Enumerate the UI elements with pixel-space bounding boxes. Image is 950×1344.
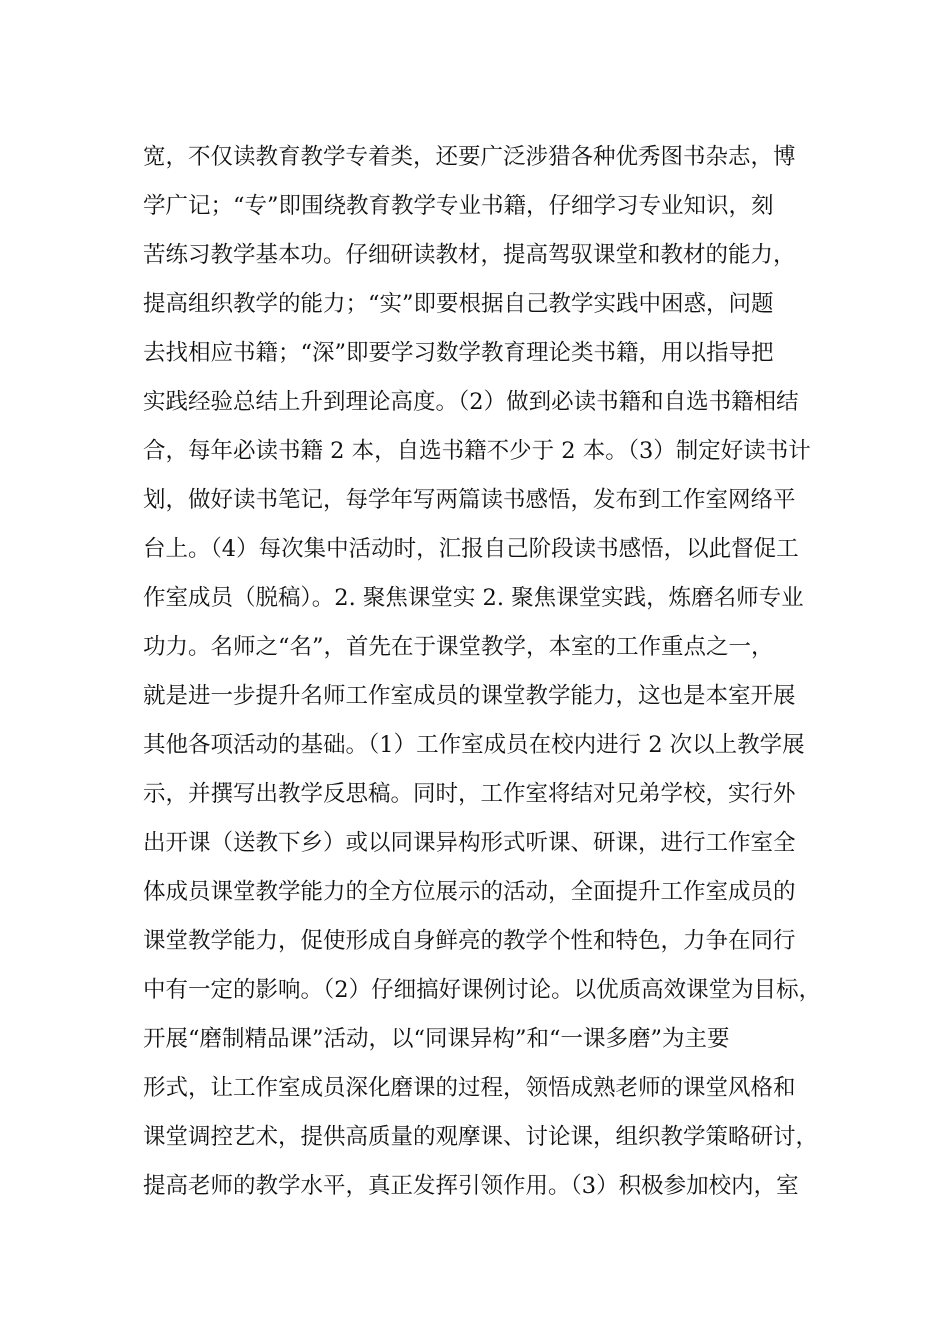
- text-line: 形式，让工作室成员深化磨课的过程，领悟成熟老师的课堂风格和: [143, 1075, 796, 1101]
- text-line: 实践经验总结上升到理论高度。（2）做到必读书籍和自选书籍相结: [143, 389, 799, 415]
- text-line: 提高老师的教学水平，真正发挥引领作用。（3）积极参加校内，室: [143, 1173, 799, 1199]
- text-line: 其他各项活动的基础。（1）工作室成员在校内进行 2 次以上教学展: [143, 732, 805, 758]
- text-line: 提高组织教学的能力；“实”即要根据自己教学实践中困惑，问题: [143, 291, 774, 317]
- text-line: 台上。（4）每次集中活动时，汇报自己阶段读书感悟，以此督促工: [143, 536, 799, 562]
- text-line: 宽，不仅读教育教学专着类，还要广泛涉猎各种优秀图书杂志，博: [143, 144, 796, 170]
- body-text: [143, 133, 833, 1211]
- text-line: 作室成员（脱稿）。2. 聚焦课堂实 2. 聚焦课堂实践，炼磨名师专业: [143, 585, 804, 611]
- text-line: 课堂教学能力，促使形成自身鲜亮的教学个性和特色，力争在同行: [143, 928, 796, 954]
- text-line: 中有一定的影响。（2）仔细搞好课例讨论。以优质高效课堂为目标，: [143, 977, 822, 1003]
- text-line: 开展“磨制精品课”活动，以“同课异构”和“一课多磨”为主要: [143, 1026, 730, 1052]
- text-line: 体成员课堂教学能力的全方位展示的活动，全面提升工作室成员的: [143, 879, 796, 905]
- text-line: 学广记；“专”即围绕教育教学专业书籍，仔细学习专业知识，刻: [143, 193, 774, 219]
- text-line: 划，做好读书笔记，每学年写两篇读书感悟，发布到工作室网络平: [143, 487, 796, 513]
- text-line: 苦练习教学基本功。仔细研读教材，提高驾驭课堂和教材的能力，: [143, 242, 796, 268]
- text-line: 就是进一步提升名师工作室成员的课堂教学能力，这也是本室开展: [143, 683, 796, 709]
- text-line: 去找相应书籍；“深”即要学习数学教育理论类书籍，用以指导把: [143, 340, 774, 366]
- text-line: 示，并撰写出教学反思稿。同时，工作室将结对兄弟学校，实行外: [143, 781, 796, 807]
- text-line: 出开课（送教下乡）或以同课异构形式听课、研课，进行工作室全: [143, 830, 796, 856]
- text-line: 合，每年必读书籍 2 本，自选书籍不少于 2 本。（3）制定好读书计: [143, 438, 811, 464]
- text-line: 功力。名师之“名”，首先在于课堂教学，本室的工作重点之一，: [143, 634, 774, 660]
- text-line: 课堂调控艺术，提供高质量的观摩课、讨论课，组织教学策略研讨，: [143, 1124, 819, 1150]
